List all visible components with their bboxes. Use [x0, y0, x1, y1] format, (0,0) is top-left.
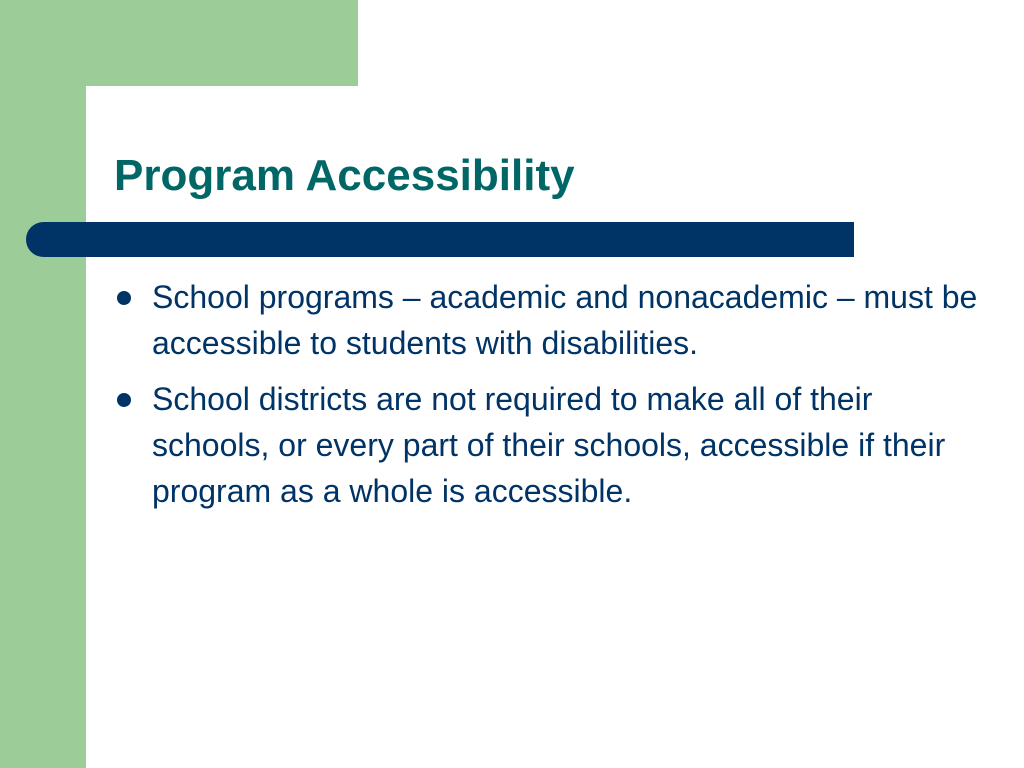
bullet-text: School districts are not required to make all of their schools, or every part of their schools, accessible if their program as a whole is accessible.: [152, 381, 946, 509]
title-underline-bar: [26, 222, 854, 257]
slide-title: Program Accessibility: [114, 151, 575, 200]
bullet-dot-icon: [117, 291, 131, 305]
bullet-dot-icon: [117, 393, 131, 407]
bullet-list: [114, 274, 994, 524]
bullet-text: School programs – academic and nonacademic – must be accessible to students with disabilities.: [152, 279, 978, 361]
bullet-item: [114, 376, 994, 514]
bullet-item: [114, 274, 994, 366]
green-top-decoration: [0, 0, 358, 86]
green-sidebar-decoration: [0, 0, 86, 768]
